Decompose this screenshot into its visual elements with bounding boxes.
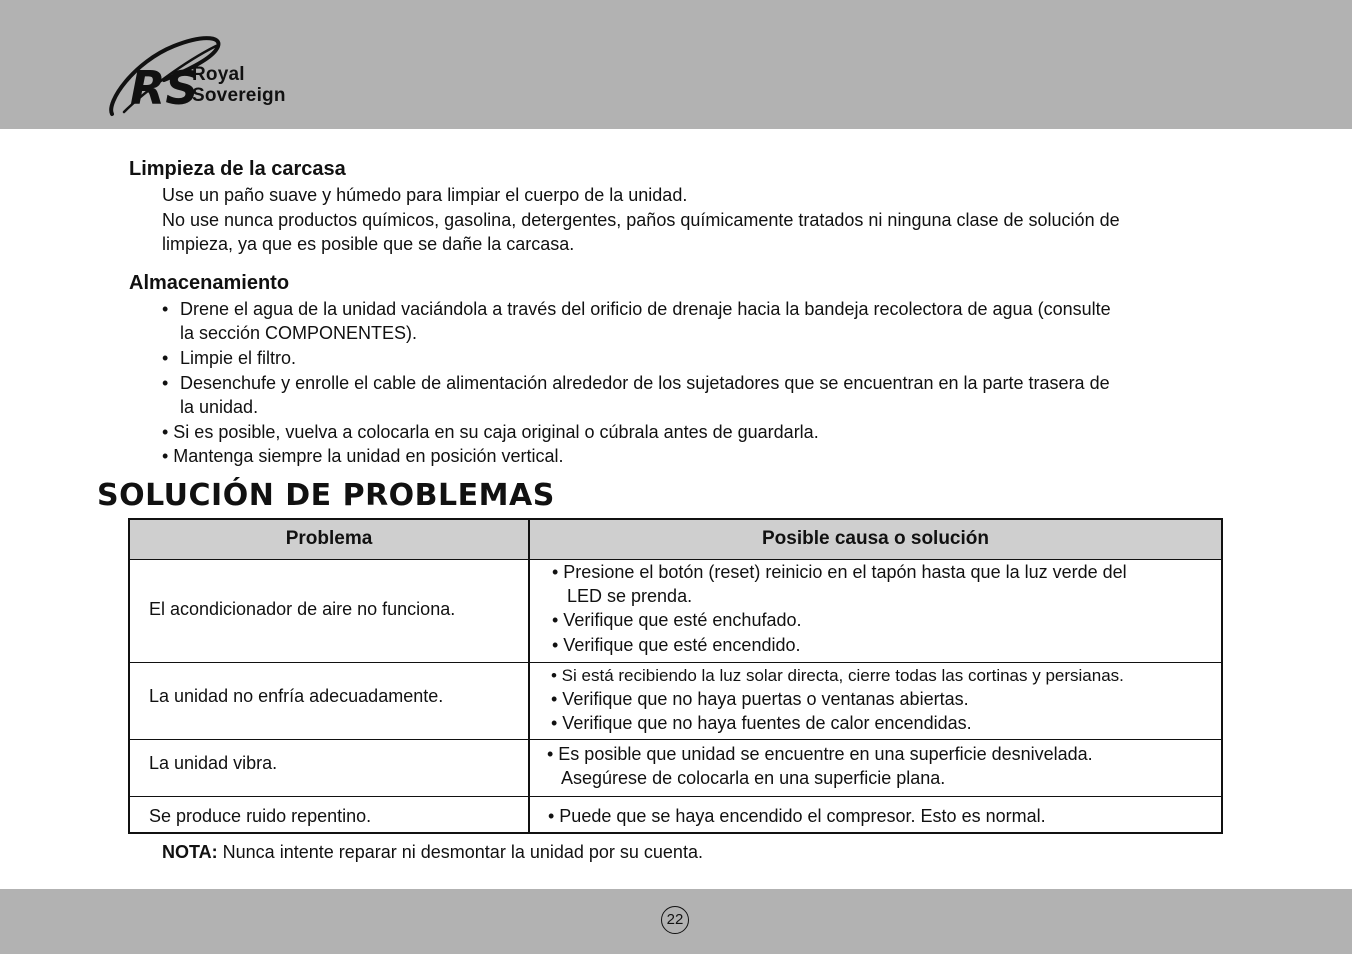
brand-line2: Sovereign bbox=[192, 85, 286, 106]
bullet-icon: • bbox=[162, 373, 169, 393]
solution-line: LED se prenda. bbox=[552, 586, 693, 606]
note-text: Nunca intente reparar ni desmontar la unidad por su cuenta. bbox=[217, 842, 703, 862]
royal-sovereign-logo bbox=[104, 32, 324, 122]
page-number: 22 bbox=[661, 906, 689, 934]
column-header-solution: Posible causa o solución bbox=[530, 520, 1221, 560]
brand-line1: Royal bbox=[192, 64, 245, 85]
problem-cell: La unidad no enfría adecuadamente. bbox=[149, 686, 444, 706]
brand-name bbox=[192, 64, 286, 106]
solution-line: • Puede que se haya encendido el compresor. Esto es normal. bbox=[548, 806, 1046, 826]
storage-item-line: • Mantenga siempre la unidad en posición vertical. bbox=[162, 446, 564, 466]
storage-item-line: • Si es posible, vuelva a colocarla en su caja original o cúbrala antes de guardarla. bbox=[162, 422, 819, 442]
row-divider bbox=[130, 662, 1221, 663]
problem-cell: Se produce ruido repentino. bbox=[149, 806, 372, 826]
storage-item-line: la unidad. bbox=[180, 397, 259, 417]
storage-item-line: Desenchufe y enrolle el cable de alimentación alrededor de los sujetadores que se encuentran en la parte trasera de bbox=[180, 373, 1110, 393]
note bbox=[162, 840, 703, 864]
solution-line: • Verifique que esté enchufado. bbox=[552, 610, 802, 630]
storage-item-line: Limpie el filtro. bbox=[180, 348, 297, 368]
problem-cell: La unidad vibra. bbox=[149, 753, 278, 773]
note-label: NOTA: bbox=[162, 842, 218, 862]
storage-heading: Almacenamiento bbox=[129, 272, 290, 294]
cleaning-line: limpieza, ya que es posible que se dañe la carcasa. bbox=[162, 234, 575, 254]
bullet-icon: • bbox=[162, 299, 169, 319]
bullet-icon: • bbox=[162, 348, 169, 368]
row-divider bbox=[130, 739, 1221, 740]
solution-line: Asegúrese de colocarla en una superficie plana. bbox=[547, 768, 946, 788]
cleaning-line: No use nunca productos químicos, gasolina, detergentes, paños químicamente tratados ni ninguna clase de solución de bbox=[162, 210, 1120, 230]
troubleshooting-table bbox=[128, 518, 1223, 834]
cleaning-heading: Limpieza de la carcasa bbox=[129, 158, 346, 180]
solution-line: • Presione el botón (reset) reinicio en el tapón hasta que la luz verde del bbox=[552, 562, 1127, 582]
solution-line: • Verifique que no haya puertas o ventanas abiertas. bbox=[551, 689, 969, 709]
solution-line: • Es posible que unidad se encuentre en una superficie desnivelada. bbox=[547, 744, 1093, 764]
storage-item-line: Drene el agua de la unidad vaciándola a través del orificio de drenaje hacia la bandeja recolectora de agua (consulte bbox=[180, 299, 1111, 319]
problem-cell: El acondicionador de aire no funciona. bbox=[149, 599, 456, 619]
storage-item-line: la sección COMPONENTES). bbox=[180, 323, 418, 343]
solution-line: • Verifique que esté encendido. bbox=[552, 635, 801, 655]
solution-line: • Verifique que no haya fuentes de calor encendidas. bbox=[551, 713, 972, 733]
column-header-problem: Problema bbox=[130, 520, 528, 560]
solution-line: • Si está recibiendo la luz solar directa, cierre todas las cortinas y persianas. bbox=[551, 666, 1124, 685]
rs-mark: RS bbox=[130, 61, 199, 115]
row-divider bbox=[130, 796, 1221, 797]
cleaning-line: Use un paño suave y húmedo para limpiar el cuerpo de la unidad. bbox=[162, 185, 688, 205]
column-divider bbox=[528, 520, 530, 832]
troubleshooting-title: SOLUCIÓN DE PROBLEMAS bbox=[97, 478, 555, 513]
